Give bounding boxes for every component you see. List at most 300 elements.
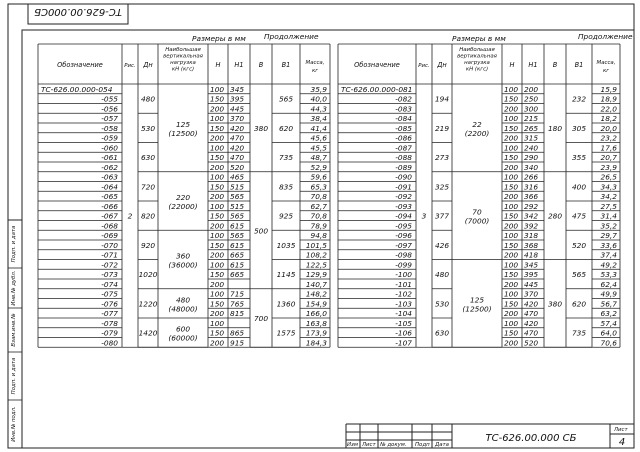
right-mass: 15,9	[600, 84, 617, 94]
right-H: 200	[504, 279, 519, 289]
right-designation: -083	[395, 104, 412, 114]
right-mass: 64,0	[600, 328, 617, 338]
right-designation: -087	[395, 143, 412, 153]
right-H1: 315	[524, 133, 539, 143]
left-mass: 48,7	[310, 153, 327, 162]
left-B1: 620	[278, 123, 294, 133]
left-head-H1: H1	[234, 61, 244, 69]
left-H: 200	[210, 162, 225, 172]
left-designation: -077	[101, 309, 118, 318]
right-mass: 31,4	[600, 211, 617, 221]
right-load: 22	[472, 119, 482, 129]
right-sizes-caption: Размеры в мм	[452, 34, 506, 43]
left-mass: 184,3	[305, 338, 327, 348]
left-head-B: B	[258, 61, 264, 69]
right-head-fig: Рис.	[418, 63, 430, 69]
right-H1: 265	[524, 123, 539, 133]
right-head-designation: Обозначение	[354, 61, 400, 69]
left-designation: -067	[101, 211, 118, 221]
left-H1: 465	[230, 172, 245, 182]
left-H1: 520	[230, 162, 245, 172]
right-designation: -100	[395, 270, 412, 279]
left-load-kgs: (22000)	[168, 202, 198, 211]
left-designation: -076	[101, 299, 118, 309]
left-load-kgs: (36000)	[168, 260, 198, 270]
sheet-label: Лист	[614, 427, 628, 433]
right-H1: 266	[524, 172, 539, 182]
left-H: 150	[210, 94, 225, 104]
left-H1: 615	[230, 260, 245, 270]
right-H: 200	[504, 338, 519, 348]
left-H1: 515	[230, 182, 245, 192]
right-dn: 273	[434, 153, 450, 163]
left-load: 360	[175, 251, 191, 261]
right-H1: 420	[524, 299, 539, 309]
left-B1: 735	[278, 153, 294, 163]
left-fig: 2	[127, 211, 133, 221]
left-H: 150	[210, 123, 225, 133]
left-H: 100	[210, 201, 225, 211]
left-B: 500	[253, 226, 269, 236]
right-designation: -086	[395, 133, 412, 143]
right-H1: 292	[524, 201, 539, 211]
right-H: 200	[504, 309, 519, 318]
right-designation: -091	[395, 182, 412, 192]
right-B1: 620	[571, 299, 587, 309]
right-head-load-line: нагрузка	[464, 60, 490, 66]
left-H: 100	[210, 172, 225, 182]
right-mass: 23,2	[600, 133, 617, 143]
left-head-fig: Рис.	[124, 63, 136, 69]
right-H: 150	[504, 299, 519, 309]
left-H: 100	[210, 114, 225, 123]
right-H1: 290	[524, 153, 539, 162]
right-mass: 29,7	[600, 231, 617, 240]
right-mass: 34,2	[600, 192, 617, 201]
right-designation: -093	[395, 201, 412, 211]
right-dn: 630	[434, 328, 450, 338]
right-load-kgs: (2200)	[464, 128, 490, 138]
left-H1: 815	[230, 309, 245, 318]
left-H1: 665	[230, 270, 245, 279]
left-load-kgs: (48000)	[168, 304, 198, 314]
left-designation: -055	[101, 94, 118, 104]
right-B: 280	[547, 211, 563, 221]
left-H: 100	[210, 143, 225, 153]
right-dn: 325	[434, 182, 450, 192]
left-mass: 65,3	[310, 182, 327, 192]
document-code: ТС-626.00.000 СБ	[485, 433, 577, 444]
left-H1: 615	[230, 221, 245, 231]
right-designation: -082	[395, 94, 412, 104]
right-H: 150	[504, 94, 519, 104]
right-H1: 215	[524, 114, 539, 123]
right-H1: 240	[524, 143, 539, 153]
right-mass: 53,3	[600, 270, 617, 279]
right-H: 200	[504, 104, 519, 114]
right-designation: -094	[395, 211, 412, 221]
right-fig: 3	[421, 211, 427, 221]
right-mass: 49,9	[600, 289, 617, 299]
right-mass: 49,2	[600, 260, 617, 270]
left-B1: 1035	[276, 240, 296, 250]
right-dn: 530	[434, 299, 450, 309]
stamp-date: Дата	[435, 442, 449, 448]
left-designation: -068	[101, 221, 118, 231]
right-H1: 418	[524, 250, 539, 260]
right-H1: 370	[524, 289, 539, 299]
right-H1: 200	[524, 84, 539, 94]
right-H1: 366	[524, 192, 539, 201]
left-designation: -058	[101, 123, 118, 133]
right-H: 200	[504, 192, 519, 201]
left-mass: 38,4	[310, 114, 327, 123]
left-H: 200	[210, 221, 225, 231]
left-H: 150	[210, 211, 225, 221]
stamp-izm: Изм	[347, 442, 358, 448]
right-mass: 18,2	[600, 114, 617, 123]
right-mass: 33,6	[600, 240, 617, 250]
left-dn: 1020	[138, 270, 158, 280]
left-H: 200	[210, 338, 225, 348]
left-dn: 480	[140, 94, 156, 104]
right-load-kgs: (7000)	[464, 216, 490, 226]
left-load: 600	[175, 324, 191, 334]
right-dn: 426	[434, 240, 450, 250]
right-mass: 57,4	[600, 318, 617, 328]
left-H1: 395	[230, 94, 245, 104]
left-H1: 565	[230, 192, 245, 201]
left-H: 100	[210, 84, 225, 94]
left-load: 220	[175, 193, 191, 202]
side-label-0: Инв.№ подл.	[11, 406, 17, 442]
left-mass: 52,9	[310, 162, 327, 172]
right-H: 100	[504, 289, 519, 299]
side-label-3: Инв.№ дубл.	[11, 270, 17, 306]
left-mass: 78,9	[310, 221, 327, 231]
left-head-H: H	[215, 61, 221, 69]
right-B1: 475	[571, 211, 587, 221]
right-mass: 27,5	[600, 201, 617, 211]
right-designation: -107	[395, 338, 412, 348]
right-H: 200	[504, 221, 519, 231]
right-continuation-caption: Продолжение	[578, 32, 633, 41]
right-H: 100	[504, 201, 519, 211]
right-B1: 232	[571, 94, 587, 104]
left-H1: 615	[230, 240, 245, 250]
left-H1: 470	[230, 153, 245, 162]
right-mass: 70,6	[600, 338, 617, 348]
left-mass: 44,3	[310, 104, 327, 114]
left-dn: 1420	[138, 328, 158, 338]
left-designation: -066	[101, 201, 118, 211]
left-mass: 45,5	[310, 143, 327, 153]
right-mass: 34,3	[600, 182, 617, 192]
right-designation: -092	[395, 192, 412, 201]
right-H1: 340	[524, 162, 539, 172]
left-sizes-caption: Размеры в мм	[192, 34, 246, 43]
left-designation: -064	[101, 182, 118, 192]
left-mass: 163,8	[305, 318, 327, 328]
left-designation: -074	[101, 279, 118, 289]
left-H: 100	[210, 231, 225, 240]
right-designation: -106	[395, 328, 412, 338]
left-B1: 565	[278, 94, 294, 104]
right-H1: 300	[524, 104, 539, 114]
left-mass: 148,2	[305, 289, 327, 299]
left-dn: 920	[140, 240, 156, 250]
right-table	[338, 44, 620, 347]
right-designation: -105	[395, 318, 412, 328]
right-H: 100	[504, 172, 519, 182]
right-H1: 250	[524, 94, 539, 104]
left-H: 100	[210, 289, 225, 299]
left-dn: 720	[140, 182, 156, 192]
right-H: 100	[504, 260, 519, 270]
left-mass: 70,8	[310, 211, 327, 221]
left-H1: 515	[230, 201, 245, 211]
left-designation: -059	[101, 133, 118, 143]
right-mass: 20,0	[600, 123, 617, 133]
right-mass: 20,7	[600, 153, 617, 162]
right-H: 200	[504, 162, 519, 172]
left-H: 150	[210, 299, 225, 309]
right-designation: -097	[395, 240, 412, 250]
right-H: 150	[504, 182, 519, 192]
right-B1: 565	[571, 270, 587, 280]
left-head-mass-2: кг	[311, 68, 319, 74]
right-mass: 63,2	[600, 309, 617, 318]
right-head-mass-1: Масса,	[596, 60, 616, 66]
left-head-load-line: нагрузка	[170, 60, 196, 66]
right-H: 100	[504, 143, 519, 153]
right-H: 150	[504, 270, 519, 279]
left-designation: -056	[101, 104, 118, 114]
left-designation: -069	[101, 231, 118, 240]
left-B1: 1360	[276, 299, 296, 309]
right-designation: -095	[395, 221, 412, 231]
left-mass: 108,2	[305, 250, 327, 260]
right-H1: 470	[524, 328, 539, 338]
left-designation: -071	[101, 250, 118, 260]
right-head-H1: H1	[528, 61, 538, 69]
right-mass: 22,0	[600, 104, 617, 114]
right-B: 180	[547, 123, 563, 133]
right-H1: 368	[524, 240, 539, 250]
left-designation: -062	[101, 162, 118, 172]
right-dn: 219	[434, 123, 450, 133]
left-head-dn: Дн	[143, 61, 153, 69]
left-designation: -063	[101, 172, 118, 182]
stamp-sign: Подп	[415, 442, 430, 448]
left-load-kgs: (60000)	[168, 333, 198, 343]
right-H: 200	[504, 250, 519, 260]
sheet-number: 4	[618, 437, 626, 448]
right-H: 200	[504, 133, 519, 143]
right-H: 150	[504, 240, 519, 250]
right-designation: -084	[395, 114, 412, 123]
left-mass: 59,6	[310, 172, 327, 182]
right-mass: 17,6	[600, 143, 617, 153]
right-designation: -101	[395, 279, 412, 289]
side-label-1: Подп. и дата	[11, 357, 17, 395]
left-H: 200	[210, 279, 225, 289]
right-head-mass-2: кг	[602, 68, 610, 74]
left-B: 380	[253, 123, 269, 133]
right-designation: -089	[395, 162, 412, 172]
left-designation: ТС-626.00.000-054	[41, 84, 113, 94]
left-designation: -080	[101, 338, 118, 348]
right-B1: 355	[571, 153, 587, 163]
left-designation: -072	[101, 260, 118, 270]
right-H1: 445	[524, 279, 539, 289]
right-mass: 62,4	[600, 279, 617, 289]
left-H1: 665	[230, 250, 245, 260]
left-head-designation: Обозначение	[57, 61, 103, 69]
right-mass: 37,4	[600, 250, 617, 260]
right-designation: -099	[395, 260, 412, 270]
right-head-B: B	[552, 61, 558, 69]
right-designation: -104	[395, 309, 412, 318]
left-designation: -057	[101, 114, 118, 123]
right-mass: 56,7	[600, 299, 617, 309]
left-B1: 1145	[276, 270, 296, 280]
left-H1: 915	[230, 338, 245, 348]
left-H1: 470	[230, 133, 245, 143]
right-designation: -088	[395, 153, 412, 162]
left-designation: -070	[101, 240, 118, 250]
right-B1: 400	[571, 182, 587, 192]
left-mass: 173,9	[305, 328, 327, 338]
right-head-load-line: вертикальная	[457, 53, 497, 60]
right-H1: 316	[524, 182, 539, 192]
left-mass: 154,9	[305, 299, 327, 309]
left-H: 200	[210, 309, 225, 318]
right-mass: 35,2	[600, 221, 617, 231]
left-H: 150	[210, 270, 225, 279]
right-B1: 735	[571, 328, 587, 338]
right-H1: 395	[524, 270, 539, 279]
left-mass: 70,8	[310, 192, 327, 201]
right-H: 150	[504, 123, 519, 133]
left-dn: 1220	[138, 299, 158, 309]
right-H1: 342	[524, 211, 539, 221]
right-mass: 26,5	[600, 172, 617, 182]
right-load: 125	[469, 295, 485, 305]
left-head-load-line: Наибольшая	[165, 47, 201, 53]
right-dn: 480	[434, 270, 450, 280]
left-H: 200	[210, 250, 225, 260]
right-H1: 345	[524, 260, 539, 270]
right-B1: 305	[571, 123, 587, 133]
left-H1: 565	[230, 231, 245, 240]
left-mass: 45,6	[310, 133, 327, 143]
left-H1: 765	[230, 299, 245, 309]
left-head-load-line: вертикальная	[163, 53, 203, 60]
left-H1: 420	[230, 143, 245, 153]
right-dn: 377	[434, 211, 450, 221]
left-mass: 140,7	[305, 279, 327, 289]
left-mass: 166,0	[305, 309, 327, 318]
left-mass: 122,5	[305, 260, 327, 270]
right-H: 100	[504, 84, 519, 94]
left-load: 480	[175, 295, 191, 305]
right-designation: -103	[395, 299, 412, 309]
right-designation: -098	[395, 250, 412, 260]
right-designation: -090	[395, 172, 412, 182]
right-B: 380	[547, 299, 563, 309]
right-H: 100	[504, 231, 519, 240]
left-designation: -079	[101, 328, 118, 338]
right-load-kgs: (12500)	[462, 304, 492, 314]
right-designation: -096	[395, 231, 412, 240]
left-H: 150	[210, 328, 225, 338]
left-designation: -061	[101, 153, 118, 162]
left-H1: 345	[230, 84, 245, 94]
right-H1: 318	[524, 231, 539, 240]
side-label-4: Подп. и дата	[11, 225, 17, 263]
right-mass: 23,9	[600, 162, 617, 172]
left-H: 100	[210, 318, 225, 328]
right-H: 150	[504, 153, 519, 162]
left-load-kgs: (12500)	[168, 128, 198, 138]
left-H1: 565	[230, 211, 245, 221]
left-mass: 129,9	[305, 270, 327, 279]
right-H1: 520	[524, 338, 539, 348]
left-mass: 40,0	[310, 94, 327, 104]
right-head-B1: B1	[574, 61, 584, 69]
right-H1: 420	[524, 318, 539, 328]
right-designation: -102	[395, 289, 412, 299]
left-designation: -078	[101, 318, 118, 328]
stamp-docnum: № докум.	[380, 442, 407, 448]
left-H: 200	[210, 133, 225, 143]
right-B1: 520	[571, 240, 587, 250]
top-stamp-code: ТС-626.00.000СБ	[34, 6, 122, 17]
right-head-load-line: Наибольшая	[459, 47, 495, 53]
left-load: 125	[175, 119, 191, 129]
left-head-B1: B1	[281, 61, 291, 69]
left-mass: 41,4	[310, 123, 327, 133]
left-dn: 820	[140, 211, 156, 221]
title-block	[346, 424, 634, 448]
left-table	[38, 44, 330, 347]
right-H1: 392	[524, 221, 539, 231]
right-H: 150	[504, 211, 519, 221]
left-designation: -073	[101, 270, 118, 279]
right-H: 100	[504, 318, 519, 328]
left-B1: 925	[278, 211, 294, 221]
left-H: 150	[210, 182, 225, 192]
left-H: 150	[210, 153, 225, 162]
left-H: 200	[210, 104, 225, 114]
right-head-H: H	[509, 61, 515, 69]
left-mass: 62,7	[310, 201, 327, 211]
left-H1: 370	[230, 114, 245, 123]
side-labels	[8, 220, 22, 442]
right-H: 150	[504, 328, 519, 338]
left-H1: 445	[230, 104, 245, 114]
left-continuation-caption: Продолжение	[264, 32, 319, 41]
left-designation: -065	[101, 192, 118, 201]
left-B1: 1575	[276, 328, 296, 338]
left-B1: 835	[278, 182, 294, 192]
right-load: 70	[472, 207, 482, 217]
left-head-mass-1: Масса,	[305, 60, 325, 66]
left-mass: 94,8	[310, 231, 327, 240]
left-designation: -060	[101, 143, 118, 153]
right-dn: 194	[434, 94, 450, 104]
